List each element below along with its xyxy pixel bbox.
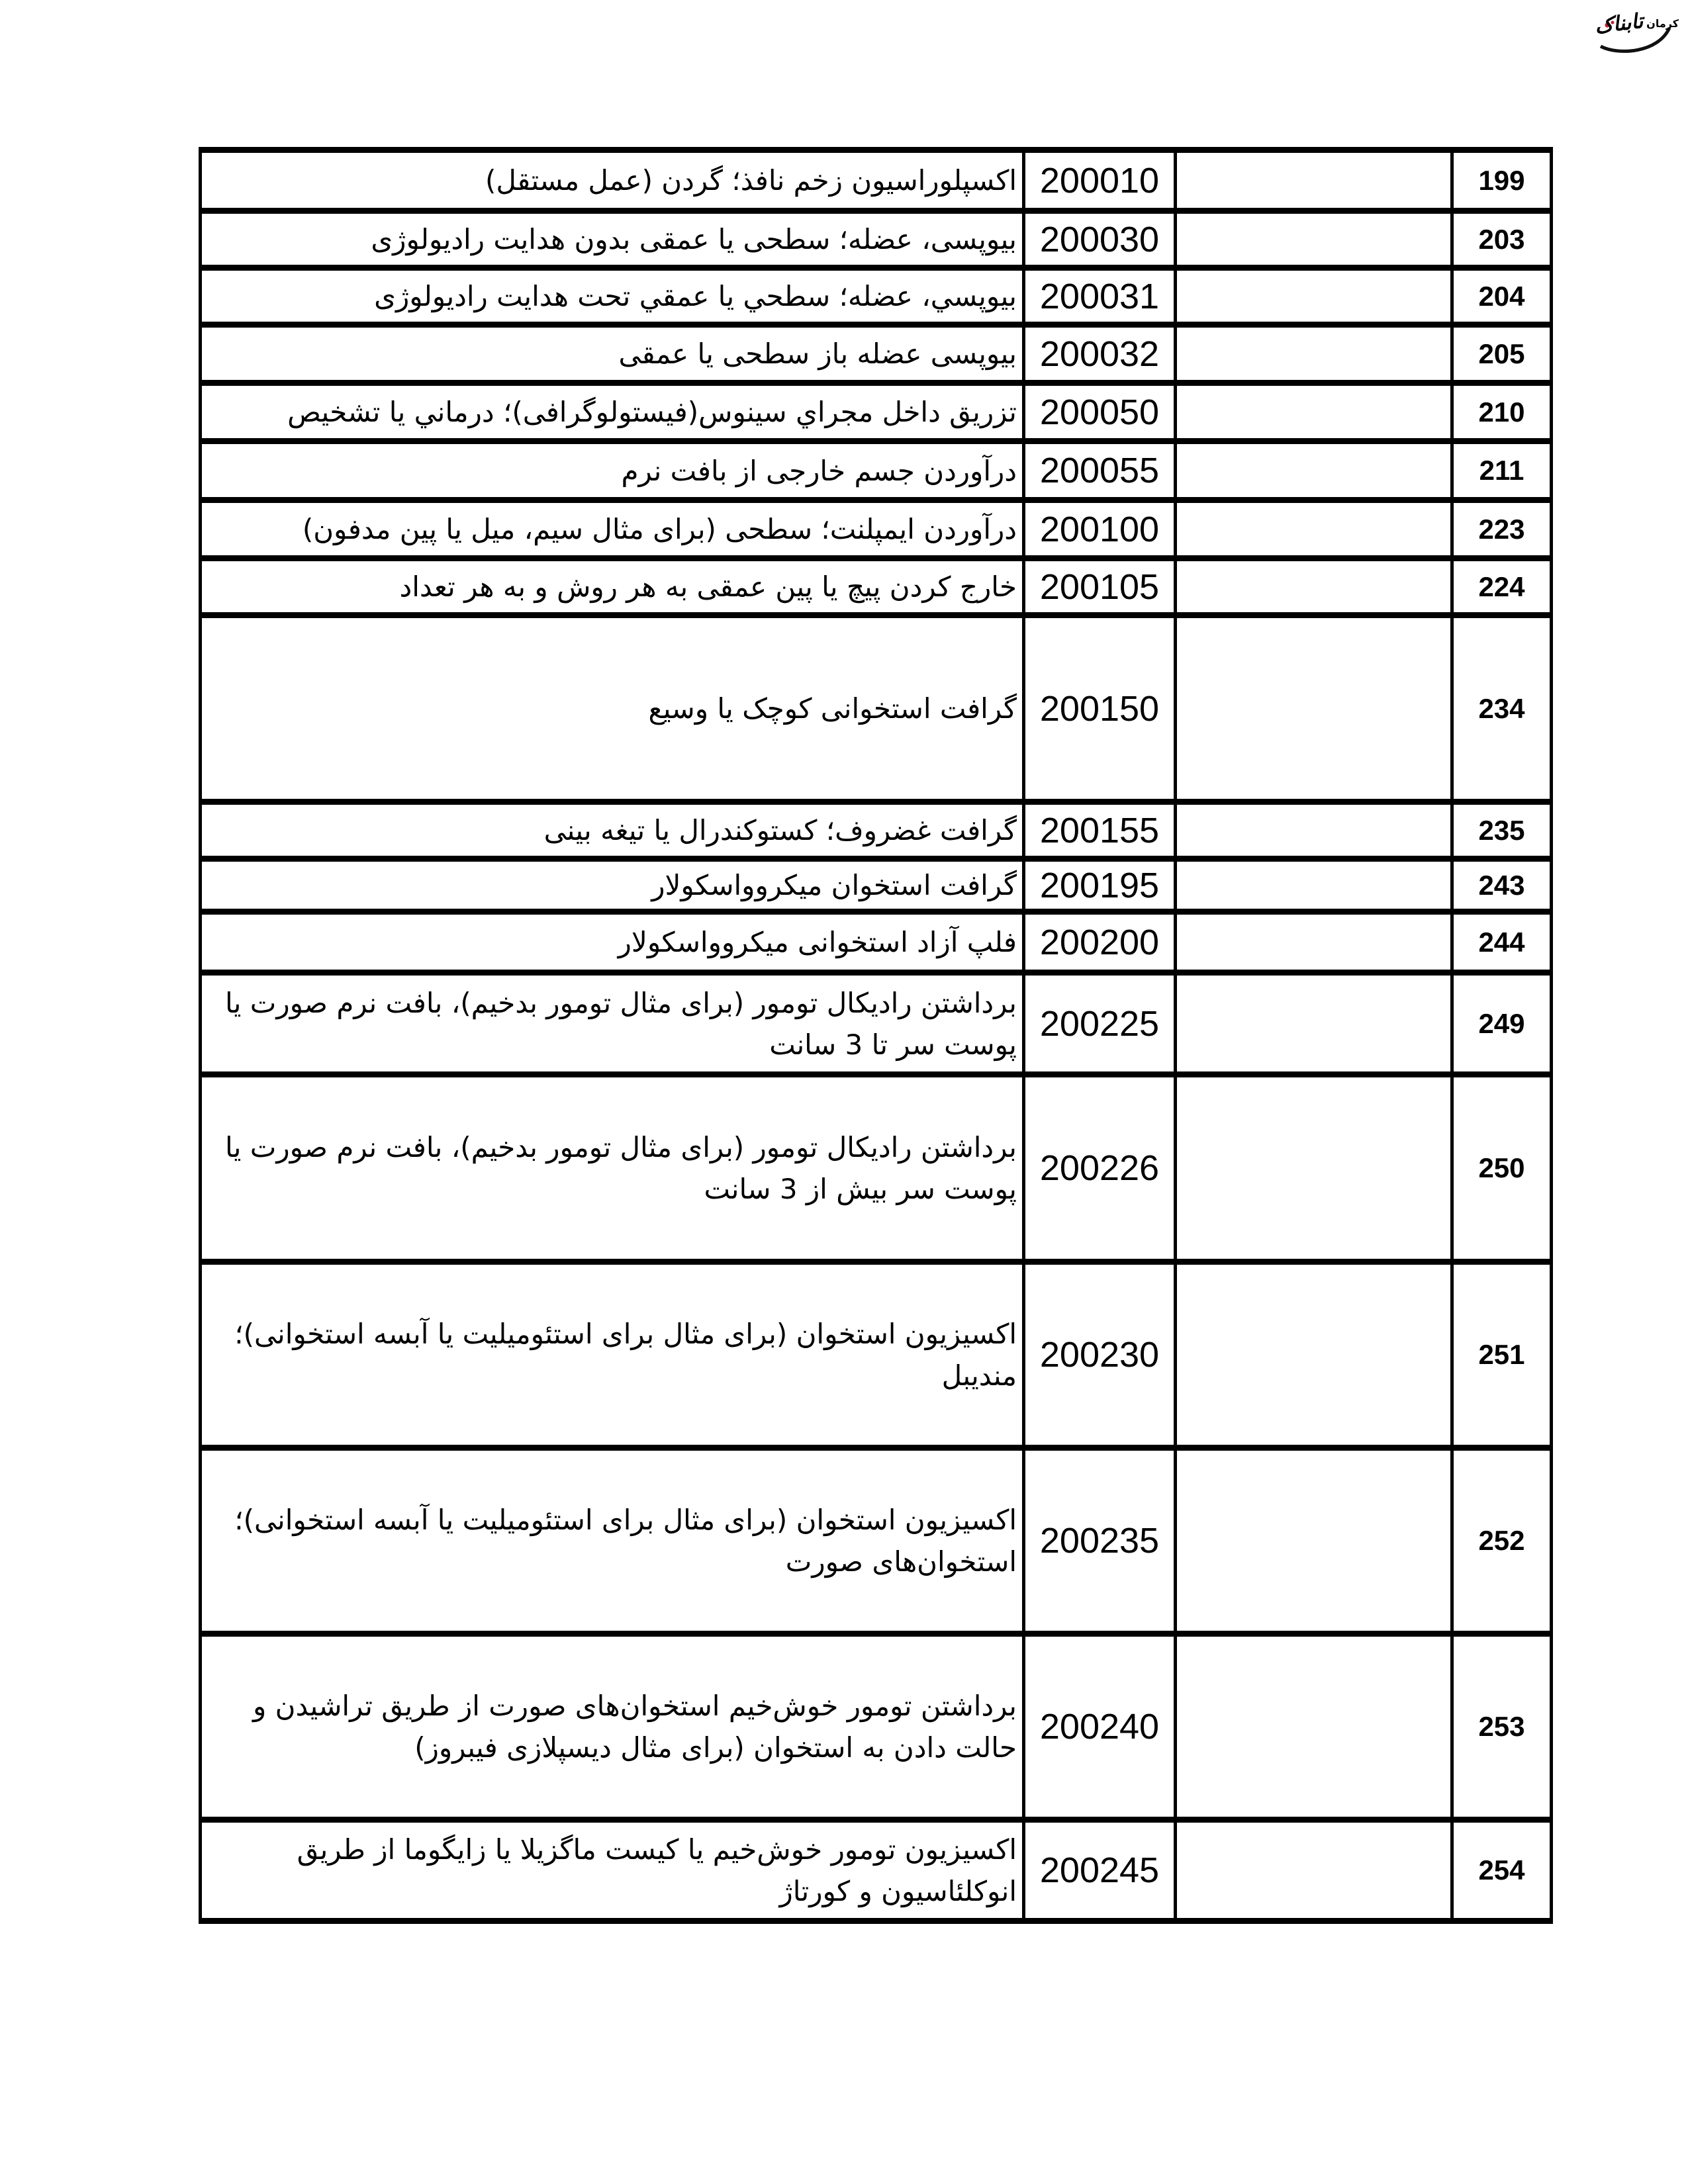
procedure-description-cell: گرافت غضروف؛ کستوکندرال یا تیغه بینی	[201, 802, 1024, 859]
row-number-cell: 253	[1452, 1634, 1552, 1820]
procedure-description-cell: برداشتن رادیکال تومور (برای مثال تومور بدخیم)، بافت نرم صورت یا پوست سر تا 3 سانت	[201, 973, 1024, 1075]
procedure-description-cell: گرافت استخوان میکروواسکولار	[201, 859, 1024, 912]
table-row	[201, 802, 1552, 859]
procedure-description-cell: برداشتن رادیکال تومور (برای مثال تومور بدخیم)، بافت نرم صورت یا پوست سر بیش از 3 سانت	[201, 1075, 1024, 1262]
table-row	[201, 150, 1552, 211]
procedure-code-cell: 200200	[1024, 912, 1176, 973]
row-number-cell: 204	[1452, 268, 1552, 325]
procedure-description-cell: خارج کردن پیچ یا پین عمقی به هر روش و به هر تعداد	[201, 559, 1024, 615]
empty-cell	[1176, 150, 1452, 211]
empty-cell	[1176, 441, 1452, 500]
table-row	[201, 615, 1552, 802]
procedure-description-cell: درآوردن ایمپلنت؛ سطحی (برای مثال سیم، میل یا پین مدفون)	[201, 500, 1024, 559]
row-number-cell: 211	[1452, 441, 1552, 500]
table-row	[201, 1634, 1552, 1820]
empty-cell	[1176, 383, 1452, 441]
row-number-cell: 244	[1452, 912, 1552, 973]
empty-cell	[1176, 1075, 1452, 1262]
procedure-description-cell: درآوردن جسم خارجی از بافت نرم	[201, 441, 1024, 500]
row-number-cell: 234	[1452, 615, 1552, 802]
row-number-cell: 199	[1452, 150, 1552, 211]
table-row	[201, 268, 1552, 325]
table-row	[201, 973, 1552, 1075]
empty-cell	[1176, 802, 1452, 859]
table-row	[201, 441, 1552, 500]
table-row	[201, 559, 1552, 615]
procedure-code-cell: 200031	[1024, 268, 1176, 325]
table-row	[201, 1075, 1552, 1262]
procedures-table	[199, 147, 1553, 1924]
procedure-description-cell: فلپ آزاد استخوانی میکروواسکولار	[201, 912, 1024, 973]
empty-cell	[1176, 1448, 1452, 1634]
empty-cell	[1176, 268, 1452, 325]
procedure-description-cell: بیوپسی، عضله؛ سطحی یا عمقی بدون هدایت رادیولوژی	[201, 211, 1024, 268]
row-number-cell: 251	[1452, 1262, 1552, 1448]
row-number-cell: 254	[1452, 1820, 1552, 1921]
empty-cell	[1176, 615, 1452, 802]
table-row	[201, 1448, 1552, 1634]
procedure-description-cell: بیوپسی عضله باز سطحی یا عمقی	[201, 325, 1024, 383]
row-number-cell: 210	[1452, 383, 1552, 441]
empty-cell	[1176, 1820, 1452, 1921]
empty-cell	[1176, 912, 1452, 973]
empty-cell	[1176, 325, 1452, 383]
procedure-code-cell: 200225	[1024, 973, 1176, 1075]
procedure-description-cell: اکسیزیون تومور خوش‌خیم یا کیست ماگزیلا یا زایگوما از طریق انوکلئاسیون و کورتاژ	[201, 1820, 1024, 1921]
procedure-code-cell: 200010	[1024, 150, 1176, 211]
row-number-cell: 243	[1452, 859, 1552, 912]
procedure-code-cell: 200055	[1024, 441, 1176, 500]
procedure-description-cell: گرافت استخوانی کوچک یا وسیع	[201, 615, 1024, 802]
procedure-code-cell: 200150	[1024, 615, 1176, 802]
table-row	[201, 912, 1552, 973]
procedure-description-cell: تزريق داخل مجراي سينوس(فيستولوگرافی)؛ درماني يا تشخيص	[201, 383, 1024, 441]
empty-cell	[1176, 859, 1452, 912]
procedure-code-cell: 200240	[1024, 1634, 1176, 1820]
empty-cell	[1176, 500, 1452, 559]
watermark-region-text: کرمان	[1646, 17, 1679, 30]
table-row	[201, 1820, 1552, 1921]
empty-cell	[1176, 1262, 1452, 1448]
procedure-code-cell: 200245	[1024, 1820, 1176, 1921]
procedure-description-cell: اکسپلوراسیون زخم نافذ؛ گردن (عمل مستقل)	[201, 150, 1024, 211]
table-row	[201, 211, 1552, 268]
row-number-cell: 224	[1452, 559, 1552, 615]
tabnak-kerman-watermark	[1582, 8, 1681, 60]
procedure-code-cell: 200195	[1024, 859, 1176, 912]
table-row	[201, 325, 1552, 383]
procedure-code-cell: 200050	[1024, 383, 1176, 441]
table-row	[201, 383, 1552, 441]
procedure-description-cell: برداشتن تومور خوش‌خیم استخوان‌های صورت از طریق تراشیدن و حالت دادن به استخوان (برای مثال دیسپلازی فیبروز)	[201, 1634, 1024, 1820]
watermark-brand-text: تابناک	[1593, 9, 1644, 39]
row-number-cell: 250	[1452, 1075, 1552, 1262]
table-row	[201, 859, 1552, 912]
procedure-code-cell: 200155	[1024, 802, 1176, 859]
row-number-cell: 249	[1452, 973, 1552, 1075]
empty-cell	[1176, 559, 1452, 615]
procedure-code-cell: 200105	[1024, 559, 1176, 615]
table-row	[201, 500, 1552, 559]
procedure-code-cell: 200100	[1024, 500, 1176, 559]
empty-cell	[1176, 211, 1452, 268]
procedure-code-cell: 200032	[1024, 325, 1176, 383]
procedure-code-cell: 200235	[1024, 1448, 1176, 1634]
empty-cell	[1176, 973, 1452, 1075]
procedure-code-cell: 200030	[1024, 211, 1176, 268]
procedure-code-cell: 200230	[1024, 1262, 1176, 1448]
row-number-cell: 203	[1452, 211, 1552, 268]
procedure-code-cell: 200226	[1024, 1075, 1176, 1262]
procedure-description-cell: اکسیزیون استخوان (برای مثال برای استئومیلیت یا آبسه استخوانی)؛ مندیبل	[201, 1262, 1024, 1448]
procedure-description-cell: بيوپسي، عضله؛ سطحي يا عمقي تحت هدايت راديولوژی	[201, 268, 1024, 325]
row-number-cell: 223	[1452, 500, 1552, 559]
table-row	[201, 1262, 1552, 1448]
row-number-cell: 205	[1452, 325, 1552, 383]
row-number-cell: 235	[1452, 802, 1552, 859]
row-number-cell: 252	[1452, 1448, 1552, 1634]
empty-cell	[1176, 1634, 1452, 1820]
procedure-description-cell: اکسیزیون استخوان (برای مثال برای استئومیلیت یا آبسه استخوانی)؛ استخوان‌های صورت	[201, 1448, 1024, 1634]
